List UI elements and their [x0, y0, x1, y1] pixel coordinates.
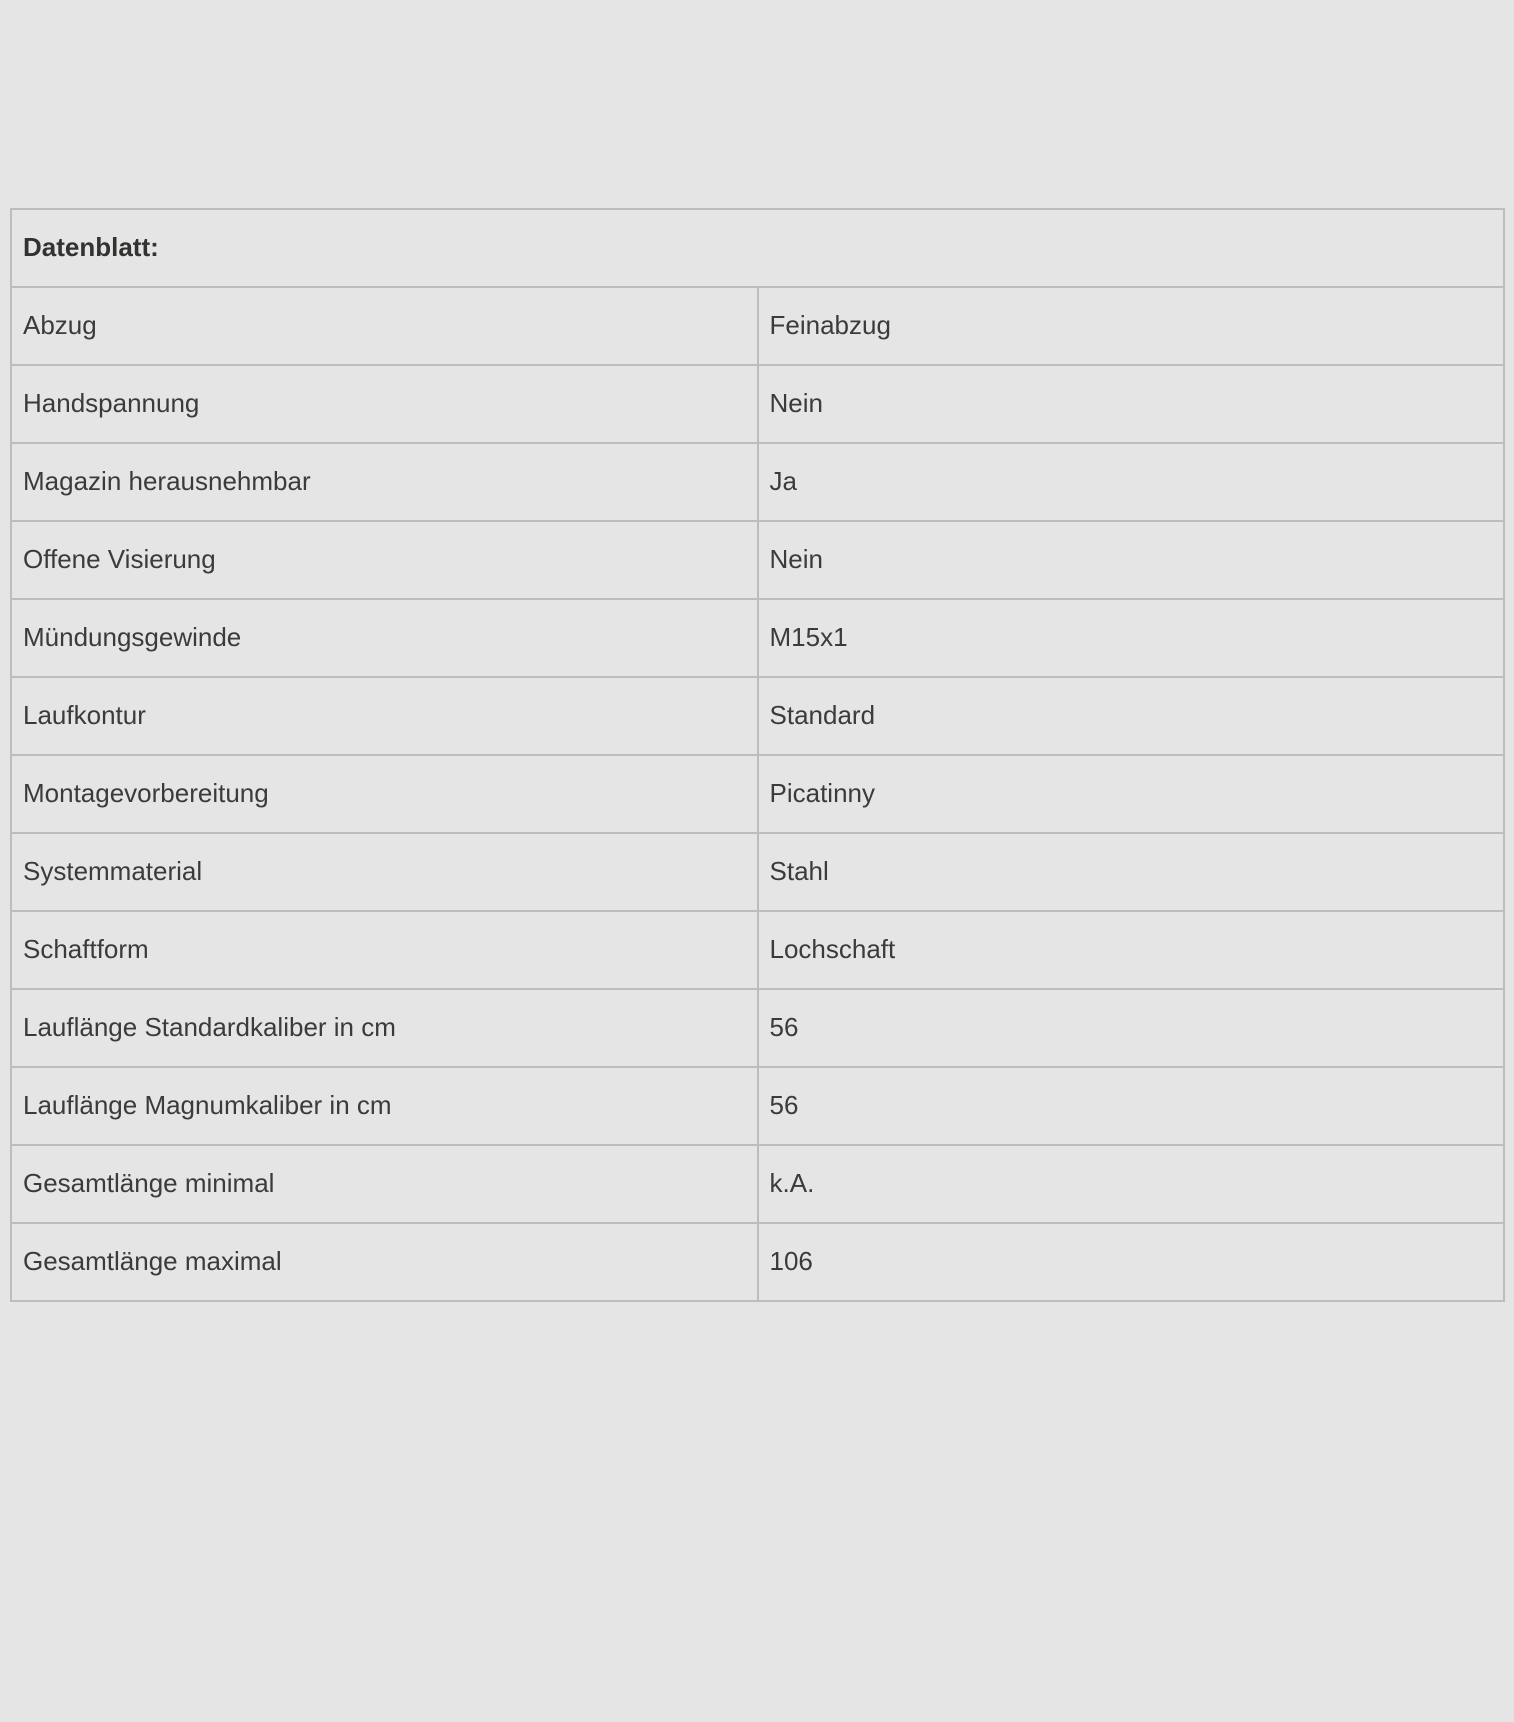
datasheet-table	[10, 208, 1505, 1302]
table-row	[11, 1067, 1504, 1145]
row-value: k.A.	[758, 1145, 1505, 1223]
table-row	[11, 677, 1504, 755]
row-label: Gesamtlänge minimal	[11, 1145, 758, 1223]
table-row	[11, 443, 1504, 521]
row-value: Lochschaft	[758, 911, 1505, 989]
datasheet-title: Datenblatt:	[11, 209, 1504, 287]
table-row	[11, 1223, 1504, 1301]
row-value: 56	[758, 1067, 1505, 1145]
row-value: Nein	[758, 365, 1505, 443]
table-row	[11, 833, 1504, 911]
row-label: Offene Visierung	[11, 521, 758, 599]
table-row	[11, 365, 1504, 443]
table-row	[11, 911, 1504, 989]
row-value: Standard	[758, 677, 1505, 755]
table-row	[11, 599, 1504, 677]
table-row	[11, 989, 1504, 1067]
row-label: Lauflänge Standardkaliber in cm	[11, 989, 758, 1067]
row-value: Stahl	[758, 833, 1505, 911]
row-label: Abzug	[11, 287, 758, 365]
row-label: Mündungsgewinde	[11, 599, 758, 677]
table-row	[11, 287, 1504, 365]
table-row	[11, 755, 1504, 833]
row-label: Laufkontur	[11, 677, 758, 755]
row-value: 56	[758, 989, 1505, 1067]
row-value: M15x1	[758, 599, 1505, 677]
row-value: Ja	[758, 443, 1505, 521]
row-label: Montagevorbereitung	[11, 755, 758, 833]
table-row	[11, 521, 1504, 599]
row-label: Gesamtlänge maximal	[11, 1223, 758, 1301]
row-label: Lauflänge Magnumkaliber in cm	[11, 1067, 758, 1145]
table-row	[11, 1145, 1504, 1223]
row-label: Handspannung	[11, 365, 758, 443]
row-value: Nein	[758, 521, 1505, 599]
row-value: Feinabzug	[758, 287, 1505, 365]
row-value: 106	[758, 1223, 1505, 1301]
row-label: Magazin herausnehmbar	[11, 443, 758, 521]
row-value: Picatinny	[758, 755, 1505, 833]
row-label: Systemmaterial	[11, 833, 758, 911]
row-label: Schaftform	[11, 911, 758, 989]
datasheet-header-row	[11, 209, 1504, 287]
